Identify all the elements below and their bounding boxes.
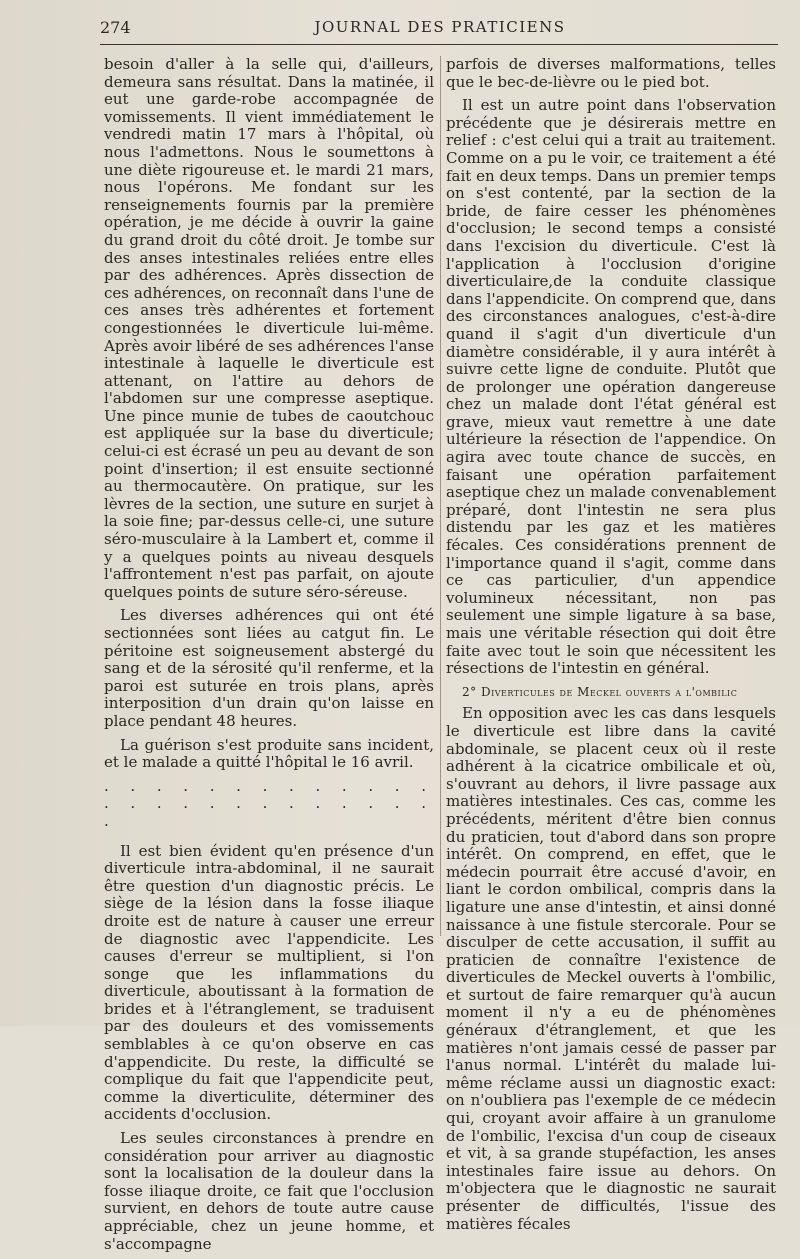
left-paragraph-1: besoin d'aller à la selle qui, d'ailleurs, demeura sans résultat. Dans la matinée, il eut une garde-robe accompagnée de vomissements. Il vient immédiatement le vendredi matin 17 mars à l'hôpital, où nous l'admettons. Nous le soumettons à une diète rigoureuse et. le mardi 21 mars, nous l'opérons. Me fondant sur les renseignements fournis par la première opération, je me décide à ouvrir la gaine du grand droit du côté droit. Je tombe sur des anses intestinales reliées entre elles par des adhérences. Après dissection de ces adhérences, on reconnaît dans l'une de ces anses très adhérentes et fortement congestionnées le diverticule lui-même. Après avoir libéré de ses adhérences l'anse intestinale à laquelle le diverticule est attenant, on l'attire au dehors de l'abdomen sur une compresse aseptique. Une pince munie de tubes de caoutchouc est appliquée sur la base du diverticule; celui-ci est écrasé un peu au devant de son point d'insertion; il est ensuite sectionné au thermocautère. On pratique, sur les lèvres de la section, une suture en surjet à la soie fine; par-dessus celle-ci, une suture séro-musculaire à la Lambert et, comme il y a quelques points au niveau desquels l'affrontement n'est pas parfait, on ajoute quelques points de suture séro-séreuse. <box>104 55 434 601</box>
section-title-text: 2° Diverticules de Meckel ouverts a l'ombilic <box>462 684 738 699</box>
page-number: 274 <box>100 18 131 37</box>
running-title: JOURNAL DES PRATICIENS <box>314 18 566 36</box>
left-paragraph-3: La guérison s'est produite sans incident, et le malade a quitté l'hôpital le 16 avril. <box>104 735 434 772</box>
right-paragraph-2: Il est un autre point dans l'observation précédente que je désirerais mettre en relief : c'est celui qui a trait au traitement. Comme on a pu le voir, ce traitement a été fait en deux temps. Dans un premier temps on s'est contenté, par la section de la bride, de faire cesser les phénomènes d'occlusion; le second temps a consisté dans l'excision du diverticule. C'est là l'application à l'occlusion d'origine diverticulaire,de la conduite classique dans l'appendicite. On comprend que, dans des circonstances analogues, c'est-à-dire quand il s'agit d'un diverticule d'un diamètre considérable, il y aura intérêt à suivre cette ligne de conduite. Plutôt que de prolonger une opération dangereuse chez un malade dont l'état général est grave, mieux vaut remettre à une date ultérieure la résection de l'appendice. On agira avec toute chance de succès, en faisant une opération parfaitement aseptique chez un malade convenablement préparé, dont l'intestin ne sera plus distendu par les gaz et les matières fécales. Ces considérations prennent de l'importance quand il s'agit, comme dans ce cas particulier, d'un appendice volumineux nécessitant, non pas seulement une simple ligature à sa base, mais une véritable résection qui doit être faite avec tout le soin que nécessitent les résections de l'intestin en général. <box>446 96 776 678</box>
header-rule <box>100 44 778 45</box>
left-paragraph-4: Il est bien évident qu'en présence d'un diverticule intra-abdominal, il ne saurait être question d'un diagnostic précis. Le siège de la lésion dans la fosse iliaque droite est de nature à causer une erreur de diagnostic avec l'appendicite. Les causes d'erreur se multiplient, si l'on songe que les inflammations du diverticule, aboutissant à la formation de brides et à l'étranglement, se traduisent par des douleurs et des vomissements semblables à ce qu'on observe en cas d'appendicite. Du reste, la difficulté se complique du fait que l'appendicite peut, comme la diverticulite, déterminer des accidents d'occlusion. <box>104 841 434 1124</box>
left-column <box>104 56 434 1259</box>
ellipsis-separator: . . . . . . . . . . . . . . . . . . . . . . . . . . . <box>104 776 434 830</box>
section-title <box>446 684 776 702</box>
column-separator <box>440 56 441 936</box>
left-paragraph-2: Les diverses adhérences qui ont été sectionnées sont liées au catgut fin. Le péritoine est soigneusement abstergé du sang et de la sérosité qu'il renferme, et la paroi est suturée en trois plans, après interposition d'un drain qu'on laisse en place pendant 48 heures. <box>104 606 434 730</box>
page-header <box>100 16 780 44</box>
right-column <box>446 56 776 1239</box>
right-paragraph-1: parfois de diverses malformations, telles que le bec-de-lièvre ou le pied bot. <box>446 55 776 91</box>
left-paragraph-5: Les seules circonstances à prendre en considération pour arriver au diagnostic sont la localisation de la douleur dans la fosse iliaque droite, ce fait que l'occlusion survient, en dehors de toute autre cause appréciable, chez un jeune homme, et s'accompagne <box>104 1129 434 1253</box>
right-paragraph-3: En opposition avec les cas dans lesquels le diverticule est libre dans la cavité abdominale, se placent ceux où il reste adhérent à la cicatrice ombilicale et où, s'ouvrant au dehors, il livre passage aux matières intestinales. Ces cas, comme les précédents, méritent d'être bien connus du praticien, tout d'abord dans son propre intérêt. On comprend, en effet, que le médecin pourrait être accusé d'avoir, en liant le cordon ombilical, compris dans la ligature une anse d'intestin, et ainsi donné naissance à une fistule stercorale. Pour se disculper de cette accusation, il suffit au praticien de connaître l'existence de diverticules de Meckel ouverts à l'ombilic, et surtout de faire remarquer qu'à aucun moment il n'y a eu de phénomènes généraux d'étranglement, et que les matières n'ont jamais cessé de passer par l'anus normal. L'intérêt du malade lui-même réclame aussi un diagnostic exact: on n'oubliera pas l'exemple de ce médecin qui, croyant avoir affaire à un granulome de l'ombilic, l'excisa d'un coup de ciseaux et vit, à sa grande stupéfaction, les anses intestinales faire issue au dehors. On m'objectera que le diagnostic ne saurait présenter de difficultés, l'issue des matières fécales <box>446 704 776 1233</box>
